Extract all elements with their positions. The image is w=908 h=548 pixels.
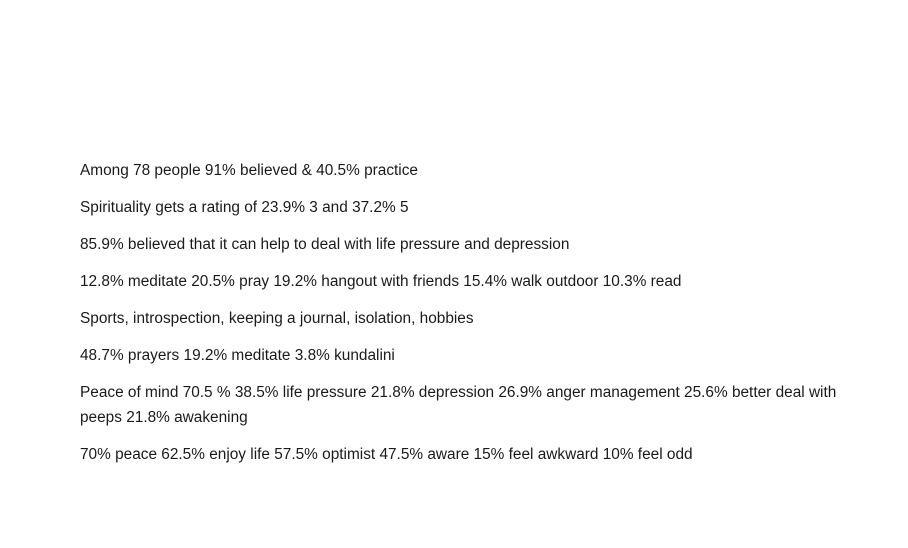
paragraph-benefits: Peace of mind 70.5 % 38.5% life pressure 21.8% depression 26.9% anger management 25.6% better deal with peeps 21.8% awakening	[80, 384, 837, 426]
paragraph-belief-help: 85.9% believed that it can help to deal with life pressure and depression	[80, 236, 570, 253]
document-body	[80, 159, 840, 480]
paragraph-coping-activities: 12.8% meditate 20.5% pray 19.2% hangout with friends 15.4% walk outdoor 10.3% read	[80, 273, 682, 290]
paragraph-survey-summary: Among 78 people 91% believed & 40.5% practice	[80, 162, 418, 179]
paragraph-feelings: 70% peace 62.5% enjoy life 57.5% optimist 47.5% aware 15% feel awkward 10% feel odd	[80, 445, 693, 463]
paragraph-practices: 48.7% prayers 19.2% meditate 3.8% kundalini	[80, 347, 395, 364]
paragraph-spirituality-rating: Spirituality gets a rating of 23.9% 3 and 37.2% 5	[80, 199, 409, 216]
paragraph-other-activities: Sports, introspection, keeping a journal, isolation, hobbies	[80, 310, 474, 327]
